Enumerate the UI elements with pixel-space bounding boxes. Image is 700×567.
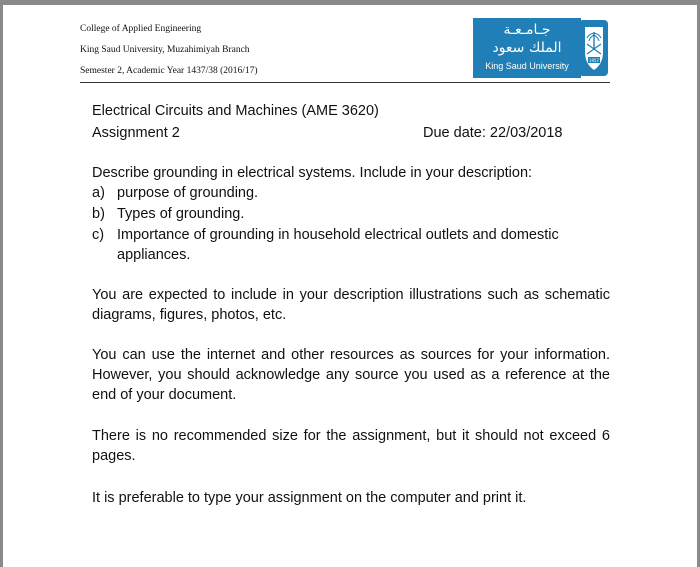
page-frame-left	[0, 0, 3, 567]
paragraph-size: There is no recommended size for the assignment, but it should not exceed 6 pages.	[92, 428, 610, 464]
logo-arabic-line2: الملك سعود	[492, 40, 562, 56]
list-item-text: purpose of grounding.	[117, 185, 259, 201]
university-branch: King Saud University, Muzahimiyah Branch	[80, 45, 250, 55]
paragraph-sources: You can use the internet and other resources as sources for your information. However, you should acknowledge any source you used as a reference at the end of your document.	[92, 347, 610, 403]
list-item-text: Importance of grounding in household electrical outlets and domestic	[117, 227, 559, 243]
list-item-text: Types of grounding.	[117, 206, 245, 222]
list-item-label: c)	[92, 227, 105, 243]
palm-swords-emblem-icon	[579, 18, 609, 78]
paragraph-typing: It is preferable to type your assignment on the computer and print it.	[92, 490, 527, 506]
paragraph-illustrations: You are expected to include in your description illustrations such as schematic diagrams, figures, photos, etc.	[92, 287, 610, 323]
college-name: College of Applied Engineering	[80, 24, 202, 34]
emblem-year: 1957	[588, 57, 600, 63]
logo-english-name: King Saud University	[485, 61, 569, 71]
list-item-text-continued: appliances.	[117, 247, 191, 263]
header-divider	[80, 82, 610, 83]
logo-arabic-line1: جـامـعـة	[503, 22, 551, 38]
list-item-label: a)	[92, 185, 105, 201]
due-date: Due date: 22/03/2018	[423, 125, 563, 141]
assignment-number: Assignment 2	[92, 125, 180, 141]
list-item-label: b)	[92, 206, 105, 222]
task-intro: Describe grounding in electrical systems. Include in your description:	[92, 165, 533, 181]
course-title: Electrical Circuits and Machines (AME 3620)	[92, 103, 379, 119]
logo-banner	[473, 18, 581, 78]
semester-info: Semester 2, Academic Year 1437/38 (2016/17)	[80, 66, 258, 76]
university-logo	[473, 18, 609, 78]
page-frame-top	[0, 0, 700, 5]
